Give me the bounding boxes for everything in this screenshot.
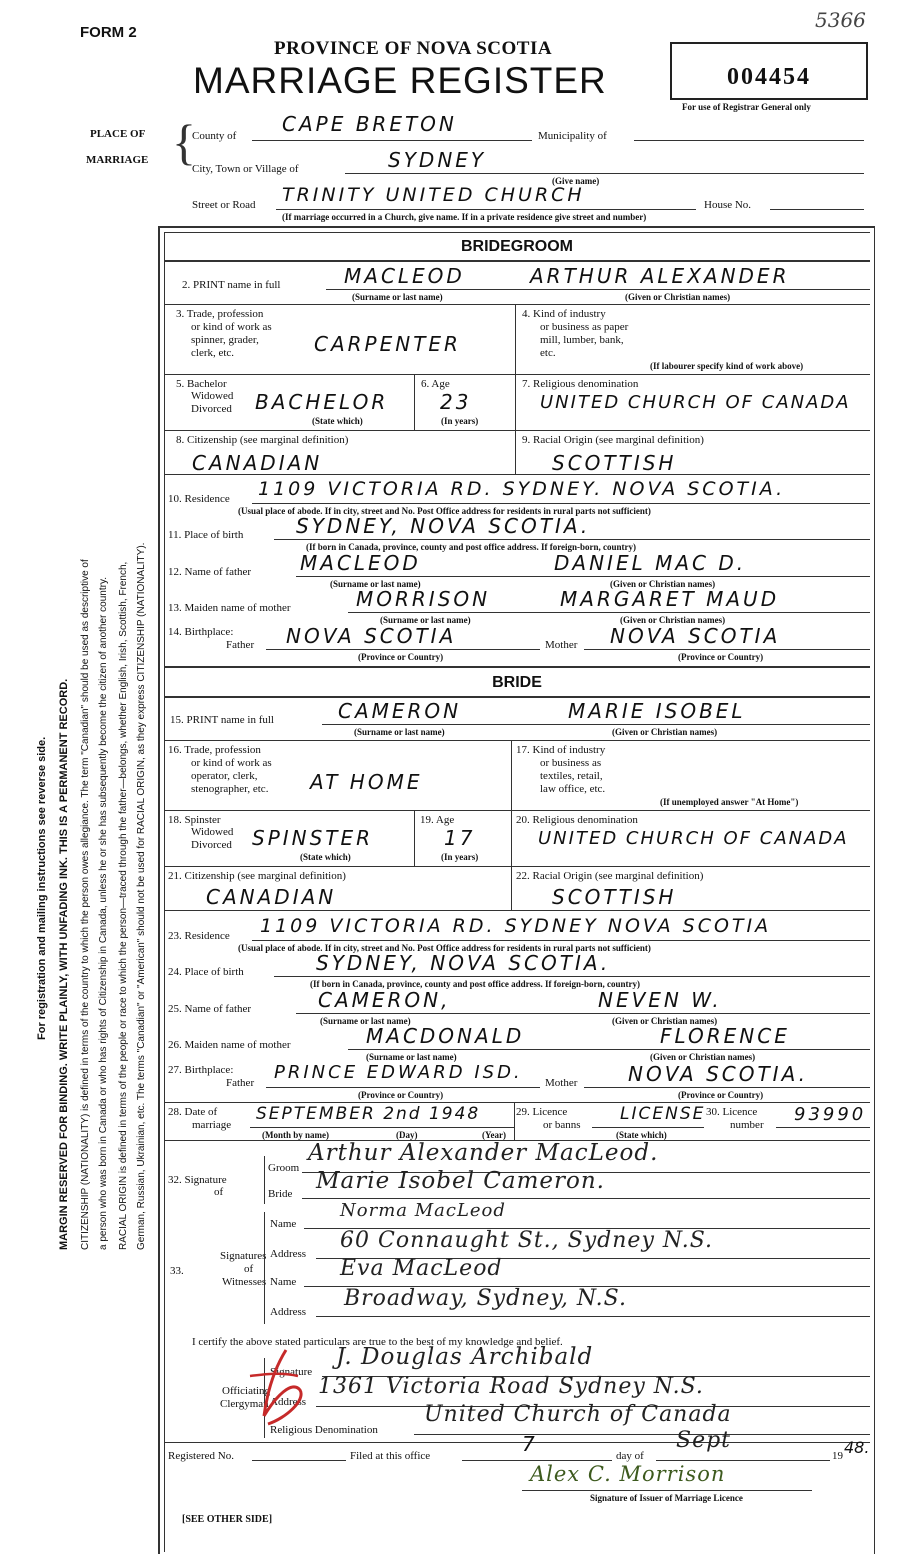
g-residence: 1109 VICTORIA RD. SYDNEY. NOVA SCOTIA. [258, 478, 786, 500]
g-age: 23 [440, 390, 472, 414]
b-mother-bp: NOVA SCOTIA. [628, 1062, 808, 1086]
top-handwritten-number: 5366 [815, 8, 866, 32]
bride-heading: BRIDE [492, 674, 542, 691]
b-citizenship: CANADIAN [206, 885, 337, 909]
g-birthplace: SYDNEY, NOVA SCOTIA. [296, 514, 591, 538]
g-status: BACHELOR [255, 390, 389, 414]
municipality-label: Municipality of [538, 130, 607, 142]
b-given: MARIE ISOBEL [568, 699, 746, 723]
place-of-label: PLACE OF [90, 128, 146, 140]
b-residence: 1109 VICTORIA RD. SYDNEY NOVA SCOTIA [260, 915, 772, 937]
b-birthplace: SYDNEY, NOVA SCOTIA. [316, 951, 611, 975]
g-trade: CARPENTER [314, 332, 461, 356]
g-origin: SCOTTISH [552, 451, 677, 475]
b-mother-surname: MACDONALD [366, 1024, 525, 1048]
witness1-address: 60 Connaught St., Sydney N.S. [340, 1228, 713, 1253]
street-value: TRINITY UNITED CHURCH [282, 184, 585, 206]
b-father-bp: PRINCE EDWARD ISD. [274, 1062, 523, 1083]
g-surname: MACLEOD [344, 264, 465, 288]
margin-citizenship-2: a person who was born in Canada or who has rights of Citizenship in Canada, unless he or she has subsequently become the citizen of another country. [98, 577, 109, 1250]
g-father-bp: NOVA SCOTIA [286, 624, 457, 648]
marriage-date: SEPTEMBER 2nd 1948 [256, 1104, 481, 1124]
b-status: SPINSTER [252, 826, 374, 850]
filed-year: 48. [844, 1438, 870, 1457]
city-label: City, Town or Village of [192, 163, 299, 175]
province-heading: PROVINCE OF NOVA SCOTIA [274, 38, 553, 59]
groom-signature: Arthur Alexander MacLeod. [308, 1140, 659, 1166]
clergyman-address: 1361 Victoria Road Sydney N.S. [318, 1374, 704, 1399]
b-mother-given: FLORENCE [660, 1024, 790, 1048]
issuer-caption: Signature of Issuer of Marriage Licence [590, 1493, 743, 1503]
brace: { [172, 114, 196, 170]
b-surname: CAMERON [338, 699, 462, 723]
certification-text: I certify the above stated particulars are true to the best of my knowledge and belief. [192, 1336, 563, 1348]
margin-citizenship-1: CITIZENSHIP (NATIONALITY) is defined in terms of the country to which the person owes allegiance. The term "Canadian" should be used as descriptive of [80, 559, 91, 1250]
licence-number: 93990 [794, 1104, 867, 1125]
county-value: CAPE BRETON [282, 112, 457, 136]
filed-day: 7 [522, 1432, 538, 1456]
g-mother-given: MARGARET MAUD [560, 587, 780, 611]
b-father-surname: CAMERON, [318, 988, 451, 1012]
red-registrar-mark [246, 1346, 316, 1437]
g-religion: UNITED CHURCH OF CANADA [540, 392, 851, 413]
clergyman-signature: J. Douglas Archibald [336, 1344, 594, 1370]
g-father-surname: MACLEOD [300, 551, 421, 575]
give-name-caption: (Give name) [552, 176, 600, 186]
b-origin: SCOTTISH [552, 885, 677, 909]
g-mother-bp: NOVA SCOTIA [610, 624, 781, 648]
clergyman-denomination: United Church of Canada [424, 1402, 732, 1427]
margin-instructions: For registration and mailing instructions see reverse side. [36, 736, 48, 1040]
g-name-label: 2. PRINT name in full [182, 279, 281, 291]
b-father-given: NEVEN W. [598, 988, 722, 1012]
city-value: SYDNEY [388, 148, 487, 172]
serial-number: 004454 [727, 64, 811, 90]
street-note: (If marriage occurred in a Church, give name. If in a private residence give street and number) [282, 212, 647, 222]
filed-month: Sept [676, 1428, 732, 1453]
margin-racial-2: German, Russian, Ukrainian, etc. The terms "Canadian" or "American" should not be used for RACIAL ORIGIN, as they express CITIZENSHIP (NATIONALITY). [136, 542, 147, 1250]
see-other-side: [SEE OTHER SIDE] [182, 1514, 273, 1525]
witness2-address: Broadway, Sydney, N.S. [344, 1286, 627, 1311]
witness2-name: Eva MacLeod [340, 1256, 503, 1281]
issuer-signature: Alex C. Morrison [530, 1462, 726, 1486]
form-number: FORM 2 [80, 24, 137, 41]
house-label: House No. [704, 199, 752, 211]
g-citizenship: CANADIAN [192, 451, 323, 475]
bride-signature: Marie Isobel Cameron. [316, 1168, 605, 1194]
bridegroom-heading: BRIDEGROOM [461, 238, 573, 255]
county-label: County of [192, 130, 237, 142]
b-religion: UNITED CHURCH OF CANADA [538, 828, 849, 849]
serial-note: For use of Registrar General only [682, 102, 811, 112]
licence-type: LICENSE [620, 1104, 706, 1124]
page-title: MARRIAGE REGISTER [193, 60, 607, 101]
g-given: ARTHUR ALEXANDER [530, 264, 790, 288]
street-label: Street or Road [192, 199, 256, 211]
g-father-given: DANIEL MAC D. [554, 551, 747, 575]
margin-racial-1: RACIAL ORIGIN is defined in terms of the people or race to which the person—traced through the father—belongs, whether English, Irish, Scottish, French, [118, 561, 129, 1250]
b-trade: AT HOME [310, 770, 423, 794]
witness1-name: Norma MacLeod [340, 1200, 506, 1221]
marriage-label: MARRIAGE [86, 154, 149, 166]
g-mother-surname: MORRISON [356, 587, 491, 611]
margin-binding-notice: MARGIN RESERVED FOR BINDING. WRITE PLAINLY, WITH UNFADING INK. THIS IS A PERMANENT RECORD. [58, 678, 70, 1250]
b-age: 17 [444, 826, 476, 850]
